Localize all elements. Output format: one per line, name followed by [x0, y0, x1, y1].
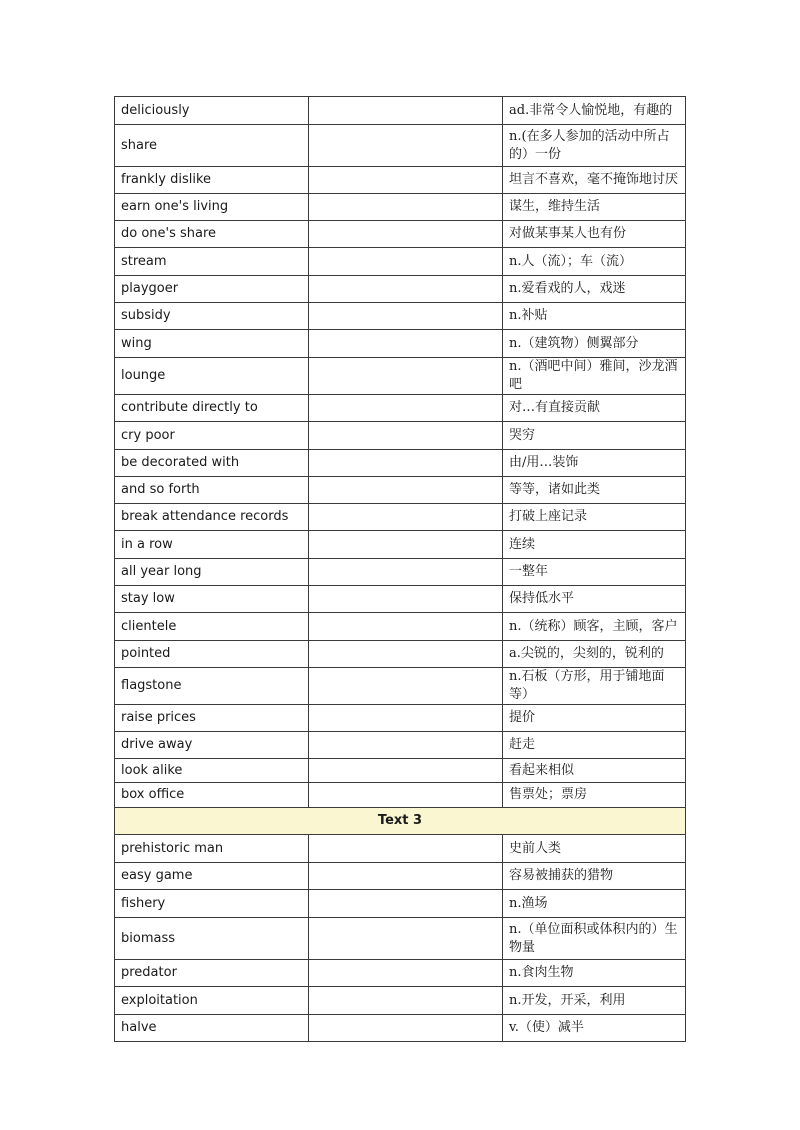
definition-cell: 史前人类 [503, 835, 686, 863]
table-row [115, 422, 686, 450]
table-row [115, 987, 686, 1015]
table-row [115, 504, 686, 531]
blank-cell [309, 890, 503, 918]
blank-cell [309, 167, 503, 194]
table-row [115, 960, 686, 987]
term-cell: prehistoric man [115, 835, 309, 863]
definition-cell: 赶走 [503, 732, 686, 759]
table-row [115, 358, 686, 395]
definition-cell: n.渔场 [503, 890, 686, 918]
blank-cell [309, 835, 503, 863]
blank-cell [309, 863, 503, 890]
term-cell: subsidy [115, 303, 309, 330]
term-cell: in a row [115, 531, 309, 559]
definition-cell: 看起来相似 [503, 759, 686, 783]
definition-cell: n.开发，开采，利用 [503, 987, 686, 1015]
table-row [115, 450, 686, 477]
term-cell: easy game [115, 863, 309, 890]
definition-cell: 保持低水平 [503, 586, 686, 613]
table-row [115, 641, 686, 668]
term-cell: stream [115, 248, 309, 276]
table-row [115, 330, 686, 358]
table-row [115, 395, 686, 422]
table-row [115, 732, 686, 759]
table-row [115, 221, 686, 248]
table-row [115, 303, 686, 330]
table-row [115, 477, 686, 504]
blank-cell [309, 705, 503, 732]
definition-cell: 售票处；票房 [503, 783, 686, 808]
term-cell: stay low [115, 586, 309, 613]
table-row [115, 918, 686, 960]
table-row [115, 167, 686, 194]
term-cell: cry poor [115, 422, 309, 450]
blank-cell [309, 221, 503, 248]
blank-cell [309, 987, 503, 1015]
definition-cell: 提价 [503, 705, 686, 732]
definition-cell: 对…有直接贡献 [503, 395, 686, 422]
table-row [115, 1015, 686, 1042]
blank-cell [309, 586, 503, 613]
term-cell: playgoer [115, 276, 309, 303]
term-cell: all year long [115, 559, 309, 586]
term-cell: be decorated with [115, 450, 309, 477]
definition-cell: n.石板（方形，用于铺地面等） [503, 668, 686, 705]
definition-cell: 谋生，维持生活 [503, 194, 686, 221]
blank-cell [309, 276, 503, 303]
blank-cell [309, 303, 503, 330]
table-row [115, 613, 686, 641]
definition-cell: 打破上座记录 [503, 504, 686, 531]
blank-cell [309, 248, 503, 276]
blank-cell [309, 330, 503, 358]
definition-cell: 哭穷 [503, 422, 686, 450]
blank-cell [309, 504, 503, 531]
definition-cell: v.（使）减半 [503, 1015, 686, 1042]
blank-cell [309, 918, 503, 960]
definition-cell: 对做某事某人也有份 [503, 221, 686, 248]
table-row [115, 668, 686, 705]
section-header-row [115, 808, 686, 835]
term-cell: drive away [115, 732, 309, 759]
blank-cell [309, 732, 503, 759]
term-cell: fishery [115, 890, 309, 918]
definition-cell: n.（建筑物）侧翼部分 [503, 330, 686, 358]
table-row [115, 705, 686, 732]
table-row [115, 759, 686, 783]
term-cell: and so forth [115, 477, 309, 504]
blank-cell [309, 395, 503, 422]
term-cell: deliciously [115, 97, 309, 125]
term-cell: look alike [115, 759, 309, 783]
term-cell: flagstone [115, 668, 309, 705]
blank-cell [309, 1015, 503, 1042]
term-cell: frankly dislike [115, 167, 309, 194]
term-cell: pointed [115, 641, 309, 668]
table-row [115, 97, 686, 125]
term-cell: raise prices [115, 705, 309, 732]
term-cell: clientele [115, 613, 309, 641]
term-cell: break attendance records [115, 504, 309, 531]
blank-cell [309, 422, 503, 450]
definition-cell: 由/用…装饰 [503, 450, 686, 477]
definition-cell: 连续 [503, 531, 686, 559]
blank-cell [309, 358, 503, 395]
table-row [115, 835, 686, 863]
section-title: Text 3 [115, 808, 686, 835]
table-row [115, 863, 686, 890]
term-cell: share [115, 125, 309, 167]
blank-cell [309, 668, 503, 705]
blank-cell [309, 194, 503, 221]
definition-cell: 等等，诸如此类 [503, 477, 686, 504]
definition-cell: n.（酒吧中间）雅间，沙龙酒吧 [503, 358, 686, 395]
definition-cell: n.食肉生物 [503, 960, 686, 987]
term-cell: exploitation [115, 987, 309, 1015]
blank-cell [309, 125, 503, 167]
table-row [115, 890, 686, 918]
table-row [115, 125, 686, 167]
blank-cell [309, 641, 503, 668]
definition-cell: 一整年 [503, 559, 686, 586]
definition-cell: n.（统称）顾客，主顾，客户 [503, 613, 686, 641]
blank-cell [309, 559, 503, 586]
term-cell: halve [115, 1015, 309, 1042]
definition-cell: n.补贴 [503, 303, 686, 330]
blank-cell [309, 477, 503, 504]
definition-cell: 容易被捕获的猎物 [503, 863, 686, 890]
definition-cell: n.（单位面积或体积内的）生物量 [503, 918, 686, 960]
definition-cell: ad.非常令人愉悦地，有趣的 [503, 97, 686, 125]
table-row [115, 276, 686, 303]
table-row [115, 586, 686, 613]
definition-cell: n.人（流）；车（流） [503, 248, 686, 276]
term-cell: box office [115, 783, 309, 808]
table-row [115, 194, 686, 221]
table-row [115, 531, 686, 559]
blank-cell [309, 613, 503, 641]
term-cell: wing [115, 330, 309, 358]
blank-cell [309, 531, 503, 559]
definition-cell: 坦言不喜欢，毫不掩饰地讨厌 [503, 167, 686, 194]
vocabulary-table [114, 96, 686, 1042]
term-cell: predator [115, 960, 309, 987]
table-row [115, 559, 686, 586]
definition-cell: n.(在多人参加的活动中所占的）一份 [503, 125, 686, 167]
definition-cell: a.尖锐的，尖刻的，锐利的 [503, 641, 686, 668]
term-cell: earn one's living [115, 194, 309, 221]
term-cell: do one's share [115, 221, 309, 248]
blank-cell [309, 97, 503, 125]
term-cell: biomass [115, 918, 309, 960]
blank-cell [309, 783, 503, 808]
blank-cell [309, 960, 503, 987]
term-cell: lounge [115, 358, 309, 395]
table-row [115, 783, 686, 808]
definition-cell: n.爱看戏的人，戏迷 [503, 276, 686, 303]
blank-cell [309, 759, 503, 783]
blank-cell [309, 450, 503, 477]
table-row [115, 248, 686, 276]
term-cell: contribute directly to [115, 395, 309, 422]
